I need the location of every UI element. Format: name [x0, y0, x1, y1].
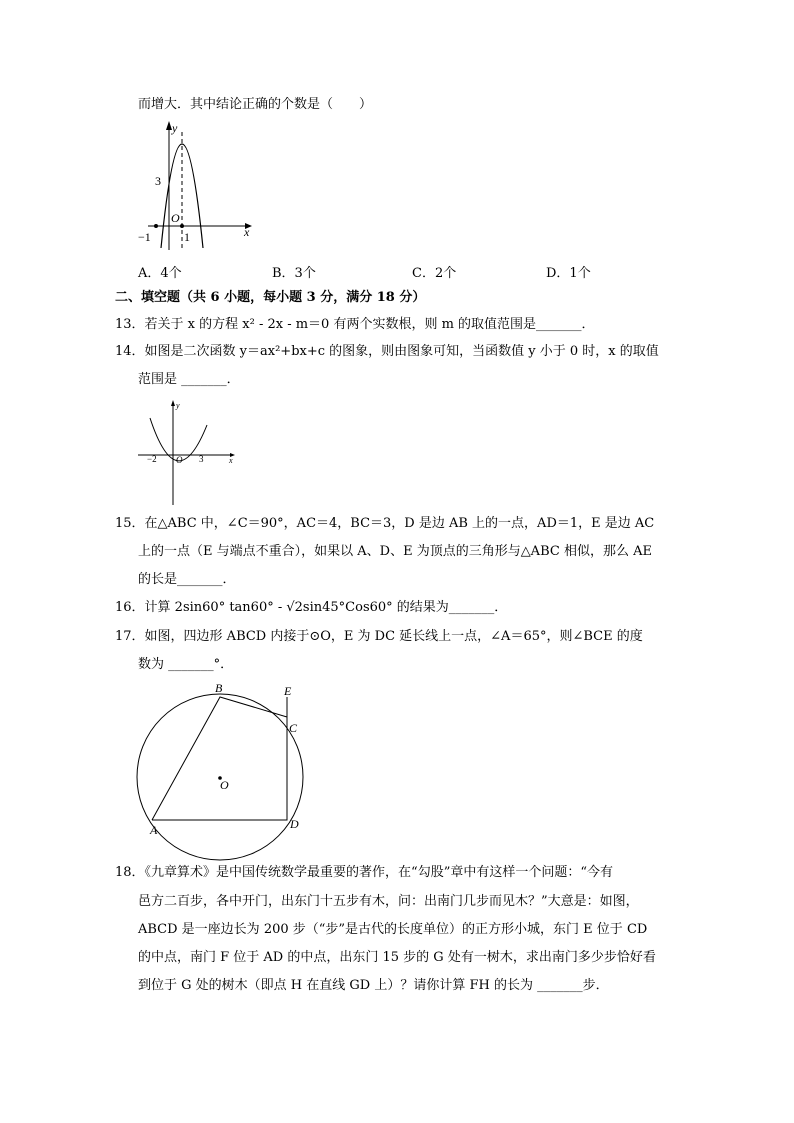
q18-line5: 到位于 G 处的树木（即点 H 在直线 GD 上）？请你计算 FH 的长为 _______步．: [138, 978, 609, 993]
q15-line1: 15．在△ABC 中，∠C＝90°，AC＝4，BC＝3，D 是边 AB 上的一点，AD＝1，E 是边 AC: [115, 516, 655, 531]
section-heading: 二、填空题（共 6 小题，每小题 3 分，满分 18 分）: [115, 290, 426, 305]
label-B: B: [215, 681, 223, 695]
q15-line3: 的长是_______．: [138, 572, 236, 587]
q14-line1: 14．如图是二次函数 y＝ax²+bx+c 的图象，则由图象可知，当函数值 y 小于 0 时，x 的取值: [115, 344, 659, 359]
label-C: C: [289, 721, 298, 735]
label-3: 3: [155, 174, 161, 188]
label-O: O: [220, 778, 229, 792]
label-1: 1: [184, 230, 190, 244]
q12-text: 而增大．其中结论正确的个数是（ ）: [138, 97, 373, 112]
origin-label: O: [171, 211, 180, 225]
label-neg2: −2: [147, 454, 157, 464]
q18-line1: 18．《九章算术》是中国传统数学最重要的著作，在“勾股”章中有这样一个问题：“今有: [115, 865, 613, 880]
q17-line1: 17．如图，四边形 ABCD 内接于⊙O，E 为 DC 延长线上一点，∠A＝65°，则∠BCE 的度: [115, 629, 643, 644]
x-axis-label: x: [229, 456, 233, 465]
q18-line4: 的中点，南门 F 位于 AD 的中点，出东门 15 步的 G 处有一树木，求出南门多少步恰好看: [138, 950, 656, 965]
q18-line3: ABCD 是一座边长为 200 步（“步”是古代的长度单位）的正方形小城，东门 E 位于 CD: [138, 922, 648, 937]
label-D: D: [290, 817, 299, 831]
q13-text: 13．若关于 x 的方程 x² - 2x - m＝0 有两个实数根，则 m 的取值范围是_______．: [115, 317, 595, 332]
y-axis-label: y: [172, 121, 178, 135]
origin-label: O: [176, 455, 183, 465]
q15-line2: 上的一点（E 与端点不重合），如果以 A、D、E 为顶点的三角形与△ABC 相似，那么 AE: [138, 544, 652, 559]
x-axis-label: x: [244, 225, 250, 239]
option-a: A．4个: [138, 266, 182, 281]
q17-line2: 数为 _______°．: [138, 657, 234, 672]
label-neg1: −1: [138, 230, 151, 244]
label-3: 3: [199, 454, 204, 464]
option-d: D．1个: [546, 266, 591, 281]
q14-line2: 范围是 _______．: [138, 372, 240, 387]
q16-text: 16．计算 2sin60° tan60° - √2sin45°Cos60° 的结果为_______．: [115, 600, 508, 615]
q18-line2: 邑方二百步，各中开门，出东门十五步有木，问：出南门几步而见木？”大意是：如图，: [138, 894, 639, 909]
label-E: E: [284, 684, 292, 698]
y-axis-label: y: [176, 401, 180, 410]
label-A: A: [150, 823, 158, 837]
option-b: B．3个: [272, 266, 316, 281]
option-c: C．2个: [412, 266, 457, 281]
